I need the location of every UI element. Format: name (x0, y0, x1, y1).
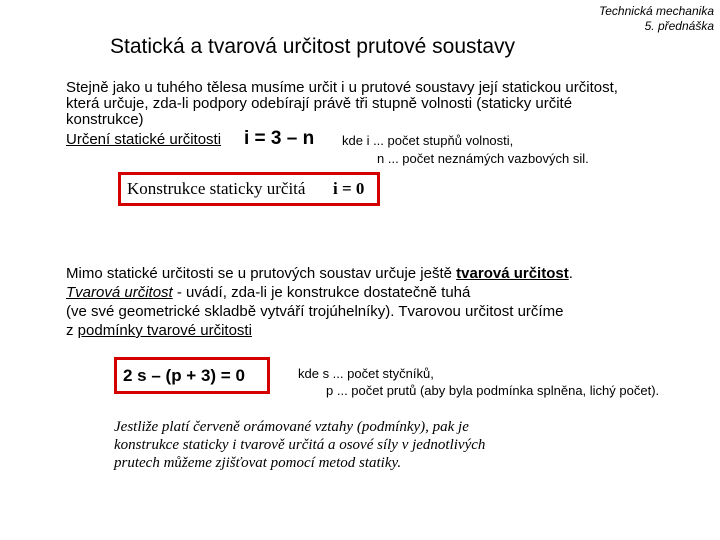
shape-paragraph (66, 266, 573, 339)
lecture-number: 5. přednáška (644, 19, 714, 33)
shape-line-1 (66, 266, 573, 282)
course-name: Technická mechanika (599, 4, 714, 18)
static-box-text: Konstrukce staticky určitá (127, 179, 306, 198)
conclusion-paragraph (114, 418, 485, 472)
shape-term-highlight: tvarová určitost (456, 265, 569, 282)
static-kde-line-1: kde i ... počet stupňů volnosti, (342, 133, 514, 148)
shape-formula: 2 s – (p + 3) = 0 (123, 366, 245, 385)
shape-line-4-prefix: z (66, 322, 78, 339)
static-formula: i = 3 – n (244, 128, 315, 149)
conclusion-line-1: Jestliže platí červeně orámované vztahy (podmínky), pak je (114, 419, 469, 435)
shape-kde-line-1: kde s ... počet styčníků, (298, 366, 434, 381)
shape-line-3: (ve své geometrické skladbě vytváří trojúhelníky). Tvarovou určitost určíme (66, 303, 564, 320)
static-box-condition: i = 0 (333, 179, 365, 198)
intro-line-3: konstrukce) (66, 111, 144, 128)
shape-line-2-rest: - uvádí, zda-li je konstrukce dostatečně tuhá (172, 284, 471, 301)
header-course-info (599, 4, 714, 34)
static-kde-line-2: n ... počet neznámých vazbových sil. (377, 151, 589, 166)
shape-line-4 (66, 323, 573, 339)
conclusion-line-3: prutech můžeme zjišťovat pomocí metod statiky. (114, 455, 402, 471)
shape-line-1-suffix: . (568, 265, 573, 282)
shape-line-1-prefix: Mimo statické určitosti se u prutových soustav určuje ještě (66, 265, 452, 282)
static-condition-box (118, 172, 380, 206)
intro-line-1: Stejně jako u tuhého tělesa musíme určit i u prutové soustavy její statickou určitost, (66, 79, 618, 96)
page-title: Statická a tvarová určitost prutové soustavy (110, 35, 516, 58)
intro-line-2: která určuje, zda-li podpory odebírají právě tři stupně volnosti (staticky určité (66, 95, 573, 112)
shape-line-2 (66, 285, 573, 301)
shape-condition-term: podmínky tvarové určitosti (77, 322, 252, 339)
shape-condition-box (114, 357, 270, 394)
shape-term-italic: Tvarová určitost (66, 284, 173, 301)
shape-kde-line-2: p ... počet prutů (aby byla podmínka splněna, lichý počet). (326, 383, 660, 398)
conclusion-line-2: konstrukce staticky i tvarově určitá a osové síly v jednotlivých (114, 437, 486, 453)
intro-paragraph (66, 80, 618, 128)
static-rule-label: Určení statické určitosti (66, 131, 222, 148)
